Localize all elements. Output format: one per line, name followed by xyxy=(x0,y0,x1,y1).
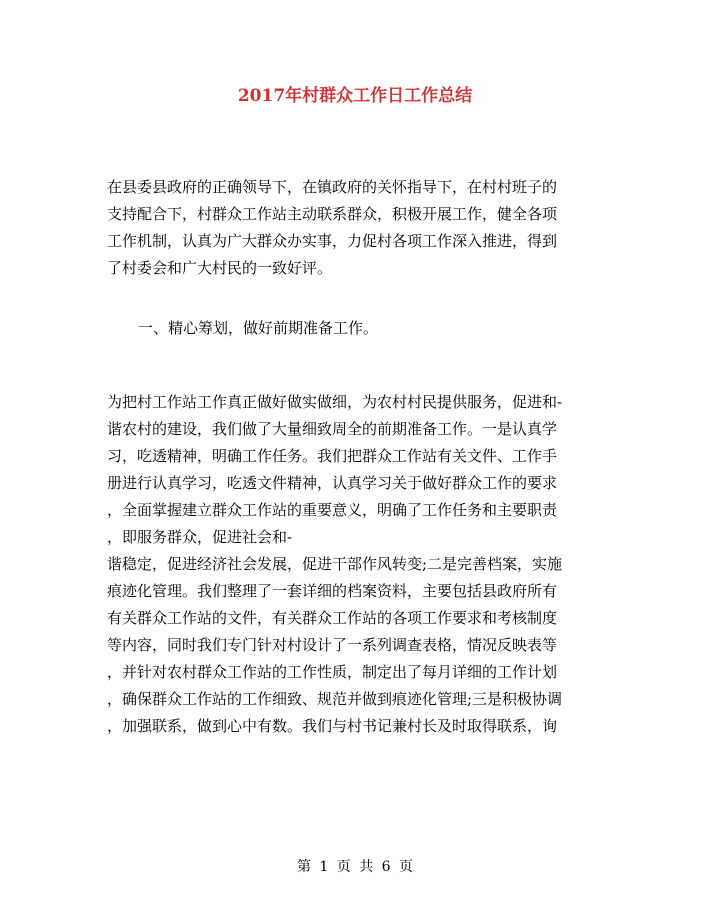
section-heading: 一、精心筹划，做好前期准备工作。 xyxy=(138,319,379,337)
paragraph-line: 习，吃透精神，明确工作任务。我们把群众工作站有关文件、工作手 xyxy=(107,447,558,465)
paragraph-line: 谐稳定，促进经济社会发展，促进干部作风转变;二是完善档案，实施 xyxy=(107,555,563,573)
paragraph-line: 为把村工作站工作真正做好做实做细，为农村村民提供服务，促进和- xyxy=(107,393,563,411)
page-footer: 第 1 页 共 6 页 xyxy=(296,859,414,875)
paragraph-line: 等内容，同时我们专门针对村设计了一系列调查表格，情况反映表等 xyxy=(107,636,558,654)
paragraph-line: ，并针对农村群众工作站的工作性质，制定出了每月详细的工作计划 xyxy=(107,663,558,681)
paragraph-line: 有关群众工作站的文件，有关群众工作站的各项工作要求和考核制度 xyxy=(107,609,558,627)
paragraph-line: 支持配合下，村群众工作站主动联系群众，积极开展工作，健全各项 xyxy=(107,205,558,223)
paragraph-line: 谐农村的建设，我们做了大量细致周全的前期准备工作。一是认真学 xyxy=(107,420,558,438)
paragraph-line: ，全面掌握建立群众工作站的重要意义，明确了工作任务和主要职责 xyxy=(107,501,558,519)
paragraph-line: 在县委县政府的正确领导下，在镇政府的关怀指导下，在村村班子的 xyxy=(107,178,558,196)
paragraph-line: 痕迹化管理。我们整理了一套详细的档案资料，主要包括县政府所有 xyxy=(107,582,558,600)
document-title: 2017年村群众工作日工作总结 xyxy=(237,86,473,106)
paragraph-line: 了村委会和广大村民的一致好评。 xyxy=(107,259,333,277)
paragraph-line: 册进行认真学习，吃透文件精神，认真学习关于做好群众工作的要求 xyxy=(107,474,558,492)
paragraph-line: ，加强联系，做到心中有数。我们与村书记兼村长及时取得联系，询 xyxy=(107,717,558,735)
paragraph-line: ，即服务群众，促进社会和- xyxy=(107,528,293,546)
paragraph-line: 工作机制，认真为广大群众办实事，力促村各项工作深入推进，得到 xyxy=(107,232,558,250)
paragraph-intro xyxy=(107,174,607,282)
paragraph-line: ，确保群众工作站的工作细致、规范并做到痕迹化管理;三是积极协调 xyxy=(107,690,563,708)
paragraph-preparation xyxy=(107,389,607,740)
